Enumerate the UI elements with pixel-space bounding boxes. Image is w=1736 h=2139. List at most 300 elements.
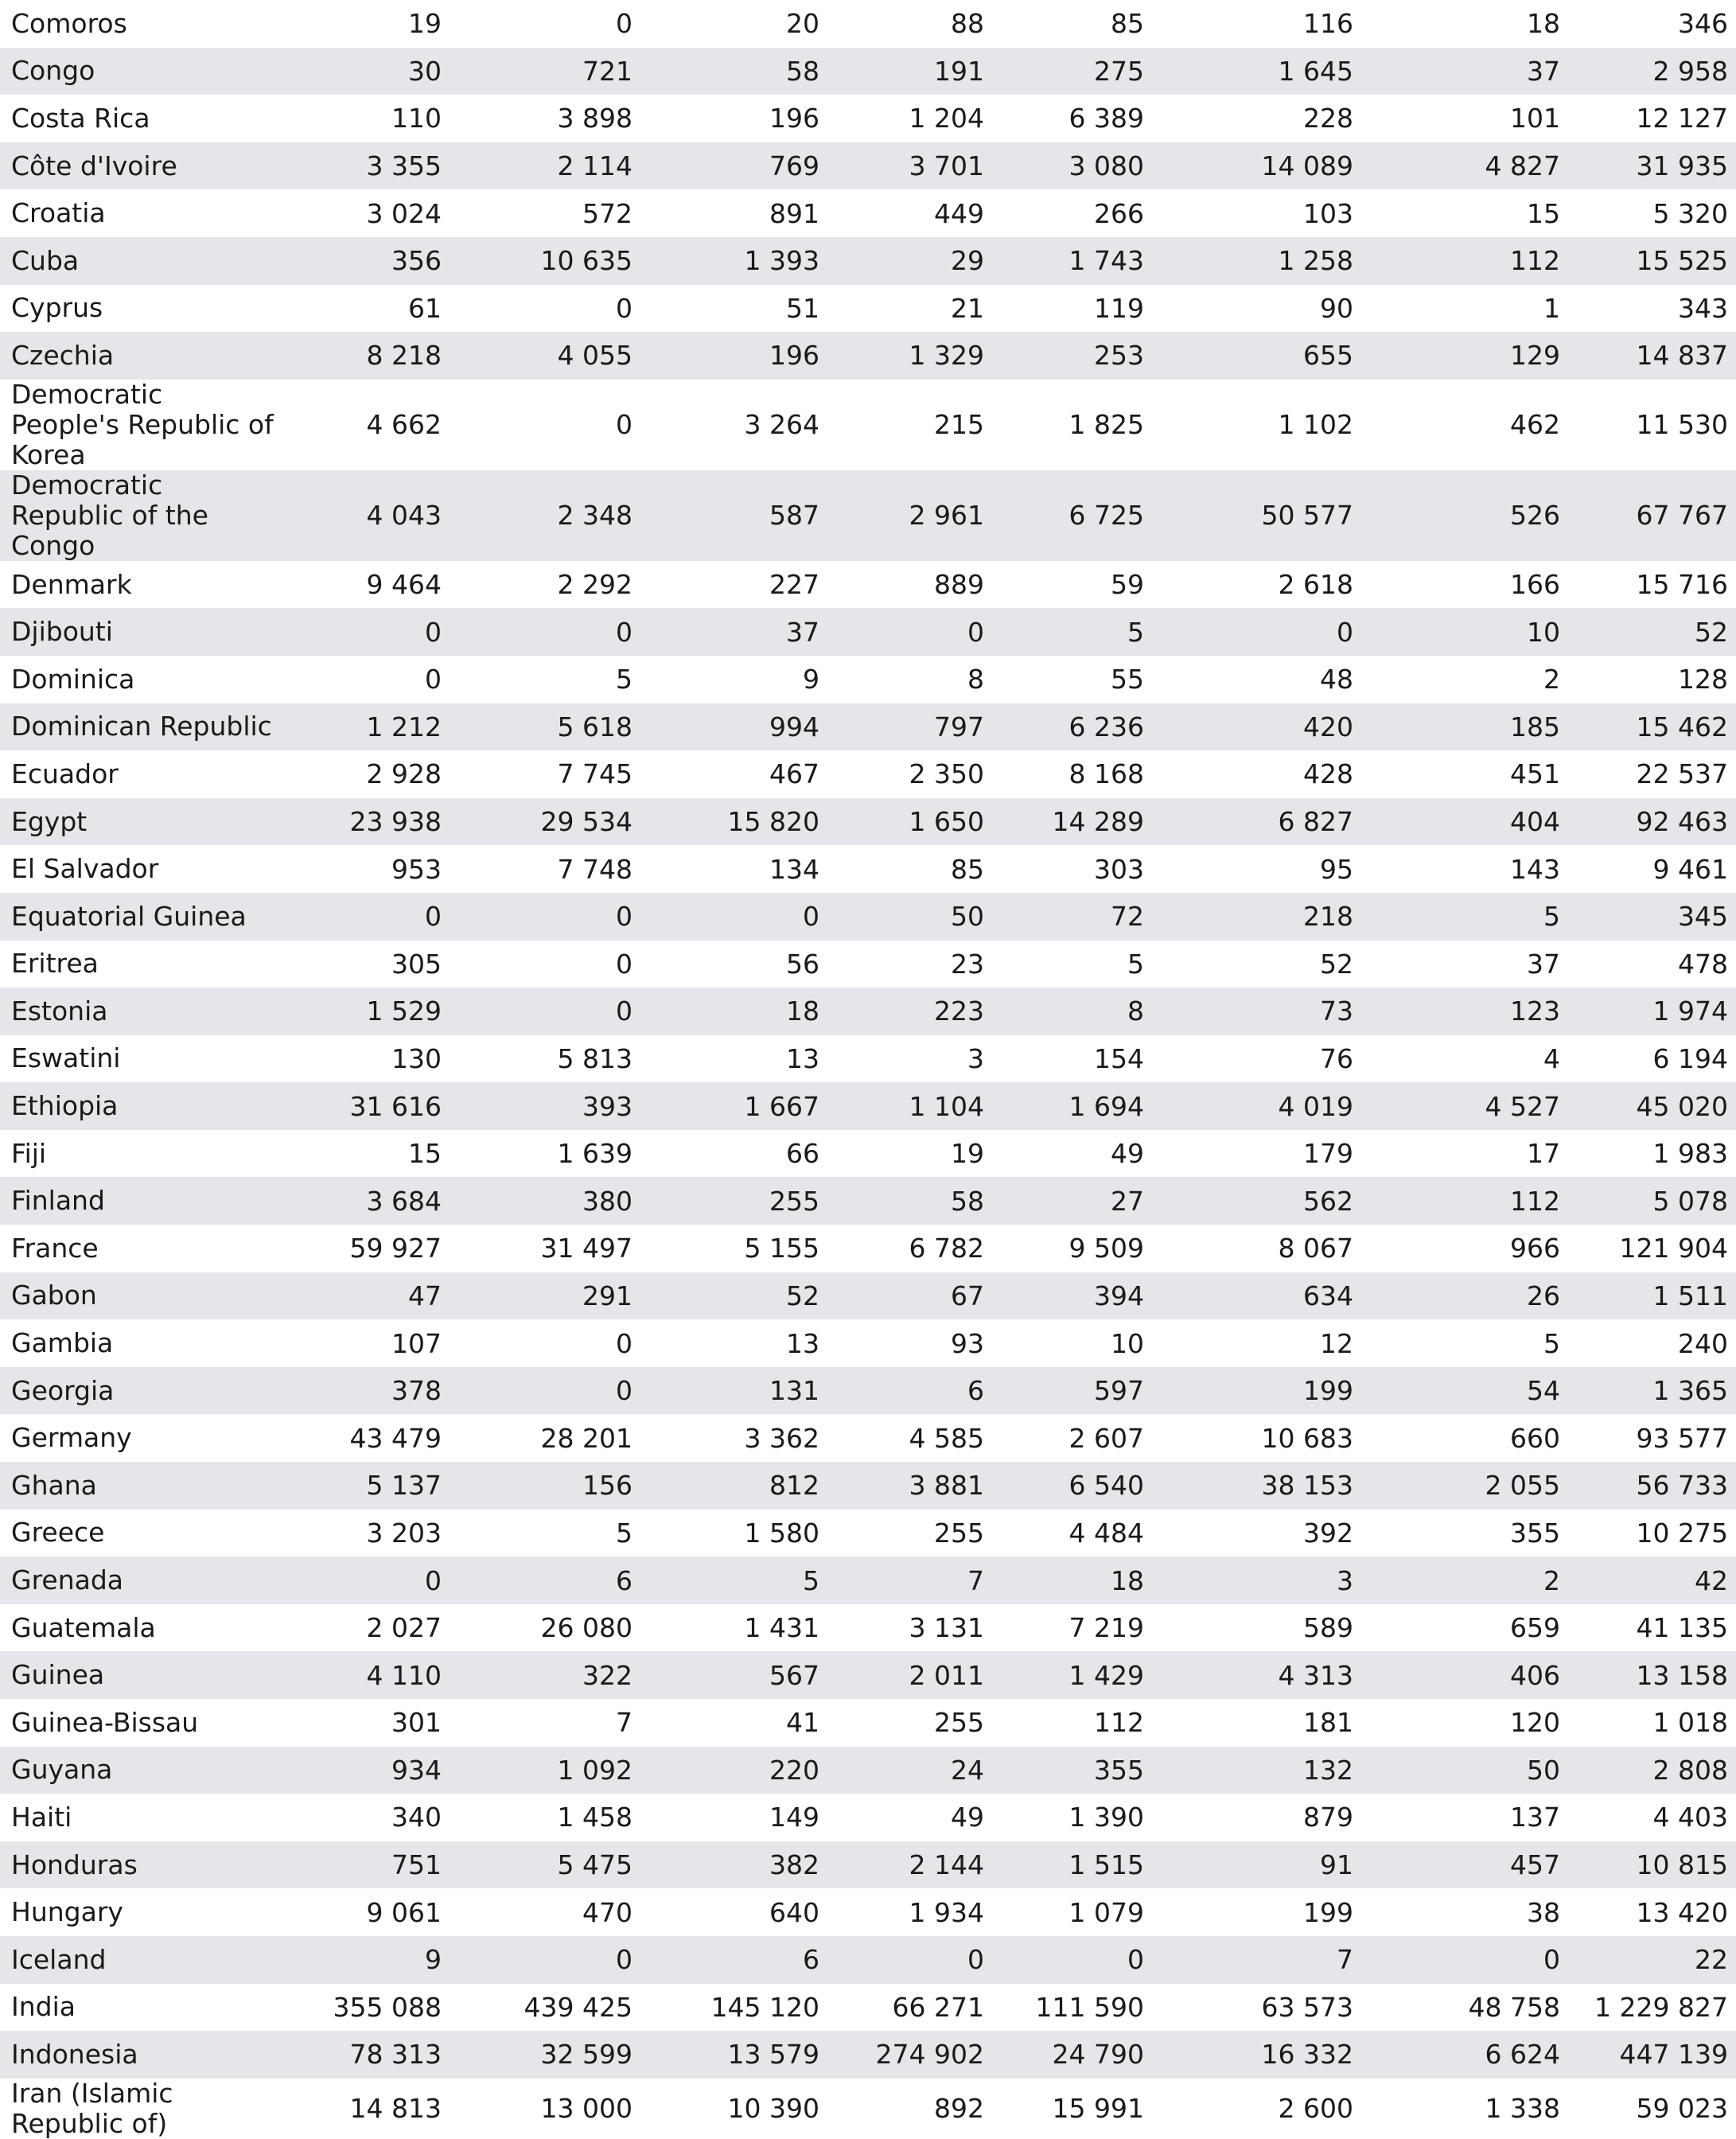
table-row [0, 845, 1736, 893]
value-cell: 5 [1361, 893, 1568, 941]
country-name-cell: Grenada [0, 1557, 274, 1604]
country-name-cell: Estonia [0, 988, 274, 1035]
value-cell: 103 [1303, 197, 1353, 229]
value-cell: 567 [640, 1651, 827, 1699]
value-cell: 640 [769, 1896, 819, 1928]
table-row [0, 798, 1736, 846]
value-cell: 291 [450, 1272, 640, 1320]
value-cell: 8 [992, 988, 1152, 1035]
table-row [0, 1557, 1736, 1604]
value-cell: 48 [1320, 664, 1353, 695]
value-cell: 1 825 [1068, 409, 1144, 441]
total-cell: 128 [1678, 664, 1728, 695]
table-row [0, 95, 1736, 142]
value-cell: 3 684 [274, 1177, 450, 1225]
value-cell: 9 061 [366, 1896, 442, 1928]
total-cell: 2 808 [1568, 1747, 1736, 1794]
value-cell: 19 [408, 8, 442, 40]
value-cell: 27 [992, 1177, 1152, 1225]
value-cell: 751 [274, 1841, 450, 1889]
value-cell: 301 [391, 1707, 442, 1739]
value-cell: 589 [1303, 1612, 1353, 1644]
value-cell: 5 475 [450, 1841, 640, 1889]
value-cell: 3 701 [827, 142, 992, 190]
value-cell: 30 [274, 48, 450, 95]
value-cell: 49 [951, 1802, 984, 1833]
total-cell: 52 [1568, 608, 1736, 656]
value-cell: 1 338 [1485, 2093, 1560, 2125]
value-cell: 382 [640, 1841, 827, 1889]
value-cell: 1 515 [992, 1841, 1152, 1889]
value-cell: 10 390 [727, 2093, 819, 2125]
value-cell: 655 [1152, 332, 1361, 380]
value-cell: 8 [967, 664, 984, 695]
value-cell: 6 [640, 1936, 827, 1984]
value-cell: 2 027 [366, 1612, 442, 1644]
value-cell: 2 600 [1278, 2093, 1353, 2125]
value-cell: 4 662 [366, 409, 442, 441]
value-cell: 439 425 [524, 1991, 633, 2023]
value-cell: 2 [1361, 1557, 1568, 1604]
table-row [0, 1225, 1736, 1272]
value-cell: 112 [1361, 237, 1568, 285]
value-cell: 0 [450, 893, 640, 941]
value-cell: 90 [1320, 292, 1353, 324]
value-cell: 253 [992, 332, 1152, 380]
value-cell: 0 [450, 988, 640, 1035]
value-cell: 953 [391, 853, 442, 885]
value-cell: 29 534 [450, 798, 640, 846]
value-cell: 6 [827, 1367, 992, 1415]
value-cell: 12 [1320, 1327, 1353, 1359]
value-cell: 3 024 [366, 197, 442, 229]
value-cell: 191 [827, 48, 992, 95]
value-cell: 6 725 [992, 470, 1152, 561]
value-cell: 7 [616, 1707, 633, 1739]
country-name-cell: France [11, 1232, 99, 1264]
country-name-cell: Fiji [11, 1137, 47, 1169]
value-cell: 3 881 [827, 1462, 992, 1510]
table-row [0, 1699, 1736, 1747]
value-cell: 54 [1361, 1367, 1568, 1415]
table-row [0, 1272, 1736, 1320]
value-cell: 31 497 [540, 1233, 633, 1264]
total-cell: 12 127 [1636, 103, 1728, 134]
value-cell: 1 645 [1152, 48, 1361, 95]
value-cell: 404 [1361, 798, 1568, 846]
value-cell: 88 [951, 8, 984, 40]
value-cell: 3 [1152, 1557, 1361, 1604]
value-cell: 199 [1152, 1367, 1361, 1415]
value-cell: 634 [1152, 1272, 1361, 1320]
value-cell: 1 204 [909, 103, 984, 134]
value-cell: 18 [1527, 8, 1560, 40]
value-cell: 37 [1361, 48, 1568, 95]
value-cell: 660 [1510, 1422, 1560, 1454]
value-cell: 85 [1111, 8, 1144, 40]
value-cell: 119 [1094, 292, 1144, 324]
country-name-cell: Czechia [0, 332, 274, 380]
value-cell: 2 011 [827, 1651, 992, 1699]
value-cell: 10 [1111, 1327, 1144, 1359]
value-cell: 132 [1152, 1747, 1361, 1794]
table-row [0, 656, 1736, 703]
value-cell: 10 683 [1261, 1422, 1353, 1454]
table-row [0, 941, 1736, 988]
value-cell: 24 790 [992, 2031, 1152, 2079]
country-name-cell: Haiti [11, 1801, 72, 1833]
value-cell: 0 [274, 1557, 450, 1604]
value-cell: 5 [1127, 948, 1144, 980]
value-cell: 5 813 [557, 1042, 633, 1074]
total-cell: 5 320 [1652, 197, 1728, 229]
table-row [0, 608, 1736, 656]
table-row [0, 380, 1736, 470]
value-cell: 355 [1510, 1517, 1560, 1549]
value-cell: 28 201 [540, 1422, 633, 1454]
value-cell: 4 585 [909, 1422, 984, 1454]
value-cell: 7 745 [557, 758, 633, 790]
table-row [0, 1367, 1736, 1415]
value-cell: 55 [1111, 664, 1144, 695]
value-cell: 587 [640, 470, 827, 561]
value-cell: 406 [1361, 1651, 1568, 1699]
value-cell: 72 [992, 893, 1152, 941]
value-cell: 2 928 [366, 758, 442, 790]
value-cell: 18 [992, 1557, 1152, 1604]
value-cell: 274 902 [827, 2031, 992, 2079]
total-cell: 42 [1568, 1557, 1736, 1604]
value-cell: 61 [408, 292, 442, 324]
value-cell: 797 [827, 703, 992, 751]
value-cell: 994 [640, 703, 827, 751]
total-cell: 14 837 [1568, 332, 1736, 380]
total-cell: 22 [1568, 1936, 1736, 1984]
value-cell: 1 458 [557, 1802, 633, 1833]
value-cell: 49 [1111, 1138, 1144, 1170]
total-cell: 10 815 [1568, 1841, 1736, 1889]
table-row [0, 1888, 1736, 1936]
value-cell: 73 [1152, 988, 1361, 1035]
value-cell: 8 218 [274, 332, 450, 380]
value-cell: 50 [1361, 1747, 1568, 1794]
value-cell: 110 [391, 103, 442, 134]
value-cell: 59 [1111, 569, 1144, 601]
value-cell: 1 743 [992, 237, 1152, 285]
total-cell: 345 [1568, 893, 1736, 941]
value-cell: 393 [450, 1082, 640, 1130]
value-cell: 1 102 [1278, 409, 1353, 441]
value-cell: 15 820 [640, 798, 827, 846]
value-cell: 41 [786, 1707, 819, 1739]
country-name-cell: Democratic Republic of the Congo [0, 470, 274, 561]
value-cell: 2 144 [827, 1841, 992, 1889]
country-name-cell: Guatemala [11, 1611, 156, 1643]
value-cell: 93 [951, 1327, 984, 1359]
value-cell: 149 [769, 1802, 819, 1833]
value-cell: 526 [1361, 470, 1568, 561]
value-cell: 1 580 [744, 1517, 819, 1549]
value-cell: 63 573 [1261, 1991, 1353, 2023]
value-cell: 457 [1361, 1841, 1568, 1889]
value-cell: 562 [1152, 1177, 1361, 1225]
value-cell: 449 [934, 197, 984, 229]
value-cell: 305 [391, 948, 442, 980]
value-cell: 1 104 [827, 1082, 992, 1130]
value-cell: 0 [1152, 608, 1361, 656]
table-row [0, 1747, 1736, 1794]
value-cell: 15 [1527, 197, 1560, 229]
total-cell: 1 511 [1568, 1272, 1736, 1320]
value-cell: 1 258 [1152, 237, 1361, 285]
value-cell: 0 [1361, 1936, 1568, 1984]
country-name-cell: Côte d'Ivoire [0, 142, 274, 190]
value-cell: 20 [786, 8, 819, 40]
value-cell: 2 [1543, 664, 1560, 695]
value-cell: 123 [1361, 988, 1568, 1035]
value-cell: 1 934 [909, 1896, 984, 1928]
value-cell: 24 [827, 1747, 992, 1794]
value-cell: 6 389 [1068, 103, 1144, 134]
value-cell: 3 131 [909, 1612, 984, 1644]
total-cell: 31 935 [1568, 142, 1736, 190]
value-cell: 166 [1510, 569, 1560, 601]
value-cell: 156 [450, 1462, 640, 1510]
value-cell: 1 650 [827, 798, 992, 846]
country-name-cell: Germany [11, 1422, 132, 1454]
value-cell: 420 [1152, 703, 1361, 751]
country-name-cell: Guinea [0, 1651, 274, 1699]
country-name-cell: Congo [0, 48, 274, 95]
total-cell: 5 078 [1568, 1177, 1736, 1225]
value-cell: 0 [616, 1327, 633, 1359]
value-cell: 131 [640, 1367, 827, 1415]
country-name-cell: Cuba [0, 237, 274, 285]
value-cell: 451 [1510, 758, 1560, 790]
value-cell: 51 [786, 292, 819, 324]
country-name-cell: Hungary [11, 1896, 123, 1928]
value-cell: 0 [450, 1936, 640, 1984]
value-cell: 37 [640, 608, 827, 656]
table-row [0, 1936, 1736, 1984]
value-cell: 38 [1527, 1896, 1560, 1928]
value-cell: 322 [450, 1651, 640, 1699]
value-cell: 3 355 [274, 142, 450, 190]
value-cell: 0 [616, 8, 633, 40]
value-cell: 2 055 [1361, 1462, 1568, 1510]
value-cell: 889 [934, 569, 984, 601]
country-name-cell: Iceland [0, 1936, 274, 1984]
total-cell: 1 974 [1568, 988, 1736, 1035]
value-cell: 4 527 [1361, 1082, 1568, 1130]
value-cell: 7 748 [557, 853, 633, 885]
value-cell: 179 [1303, 1138, 1353, 1170]
value-cell: 56 [786, 948, 819, 980]
value-cell: 462 [1510, 409, 1560, 441]
value-cell: 5 155 [744, 1233, 819, 1264]
value-cell: 1 667 [640, 1082, 827, 1130]
value-cell: 303 [1094, 853, 1144, 885]
value-cell: 659 [1510, 1612, 1560, 1644]
country-name-cell: Finland [0, 1177, 274, 1225]
country-name-cell: Cyprus [11, 292, 103, 324]
value-cell: 6 782 [909, 1233, 984, 1264]
value-cell: 378 [274, 1367, 450, 1415]
value-cell: 340 [391, 1802, 442, 1833]
value-cell: 19 [951, 1138, 984, 1170]
value-cell: 5 [1543, 1327, 1560, 1359]
value-cell: 8 067 [1278, 1233, 1353, 1264]
country-name-cell: Indonesia [0, 2031, 274, 2079]
value-cell: 275 [992, 48, 1152, 95]
country-name-cell: Dominican Republic [0, 703, 274, 751]
value-cell: 4 [1543, 1042, 1560, 1074]
country-name-cell: India [11, 1991, 76, 2023]
value-cell: 181 [1303, 1707, 1353, 1739]
value-cell: 137 [1510, 1802, 1560, 1833]
value-cell: 4 043 [274, 470, 450, 561]
country-name-cell: Equatorial Guinea [0, 893, 274, 941]
value-cell: 0 [992, 1936, 1152, 1984]
value-cell: 120 [1510, 1707, 1560, 1739]
value-cell: 17 [1527, 1138, 1560, 1170]
value-cell: 1 429 [992, 1651, 1152, 1699]
total-cell: 1 365 [1568, 1367, 1736, 1415]
value-cell: 0 [640, 893, 827, 941]
table-row [0, 470, 1736, 561]
value-cell: 2 618 [1278, 569, 1353, 601]
table-row [0, 2031, 1736, 2079]
value-cell: 58 [640, 48, 827, 95]
value-cell: 721 [450, 48, 640, 95]
value-cell: 223 [827, 988, 992, 1035]
value-cell: 5 618 [450, 703, 640, 751]
country-name-cell: Costa Rica [11, 102, 150, 134]
value-cell: 4 110 [274, 1651, 450, 1699]
country-name-cell: Eritrea [11, 948, 99, 980]
value-cell: 0 [450, 1367, 640, 1415]
table-row [0, 2079, 1736, 2139]
value-cell: 2 292 [557, 569, 633, 601]
value-cell: 38 153 [1152, 1462, 1361, 1510]
value-cell: 3 898 [557, 103, 633, 134]
value-cell: 355 088 [333, 1991, 442, 2023]
value-cell: 892 [934, 2093, 984, 2125]
value-cell: 255 [640, 1177, 827, 1225]
table-row [0, 1794, 1736, 1841]
value-cell: 812 [640, 1462, 827, 1510]
total-cell: 1 018 [1652, 1707, 1728, 1739]
table-row [0, 1082, 1736, 1130]
value-cell: 467 [769, 758, 819, 790]
table-row [0, 1651, 1736, 1699]
value-cell: 3 362 [744, 1422, 819, 1454]
value-cell: 5 137 [274, 1462, 450, 1510]
value-cell: 1 212 [274, 703, 450, 751]
value-cell: 13 [786, 1042, 819, 1074]
value-cell: 394 [992, 1272, 1152, 1320]
table-row [0, 1841, 1736, 1889]
value-cell: 66 [786, 1138, 819, 1170]
value-cell: 9 464 [366, 569, 442, 601]
value-cell: 2 961 [827, 470, 992, 561]
value-cell: 4 484 [1068, 1517, 1144, 1549]
table-row [0, 1319, 1736, 1367]
country-name-cell: Ghana [0, 1462, 274, 1510]
table-row [0, 189, 1736, 237]
value-cell: 0 [425, 664, 442, 695]
value-cell: 1 694 [992, 1082, 1152, 1130]
value-cell: 1 092 [450, 1747, 640, 1794]
table-row [0, 142, 1736, 190]
value-cell: 16 332 [1152, 2031, 1361, 2079]
value-cell: 2 607 [1068, 1422, 1144, 1454]
value-cell: 9 [803, 664, 819, 695]
value-cell: 3 080 [992, 142, 1152, 190]
value-cell: 966 [1510, 1233, 1560, 1264]
value-cell: 13 579 [640, 2031, 827, 2079]
value-cell: 1 639 [557, 1138, 633, 1170]
value-cell: 6 624 [1361, 2031, 1568, 2079]
value-cell: 380 [450, 1177, 640, 1225]
country-name-cell: Ethiopia [0, 1082, 274, 1130]
country-name-cell: Iran (Islamic Republic of) [11, 2078, 173, 2139]
value-cell: 112 [1361, 1177, 1568, 1225]
value-cell: 228 [1303, 103, 1353, 134]
value-cell: 76 [1320, 1042, 1353, 1074]
country-name-cell: Egypt [0, 798, 274, 846]
value-cell: 0 [274, 893, 450, 941]
table-row [0, 1984, 1736, 2032]
total-cell: 10 275 [1636, 1517, 1728, 1549]
value-cell: 255 [934, 1517, 984, 1549]
value-cell: 134 [769, 853, 819, 885]
value-cell: 3 [967, 1042, 984, 1074]
value-cell: 597 [992, 1367, 1152, 1415]
value-cell: 218 [1152, 893, 1361, 941]
total-cell: 1 229 827 [1594, 1991, 1728, 2023]
value-cell: 4 827 [1361, 142, 1568, 190]
table-row [0, 1035, 1736, 1083]
value-cell: 7 [1152, 1936, 1361, 1984]
value-cell: 23 938 [274, 798, 450, 846]
table-row [0, 703, 1736, 751]
value-cell: 8 168 [1068, 758, 1144, 790]
value-cell: 7 219 [1068, 1612, 1144, 1644]
table-row [0, 561, 1736, 609]
value-cell: 91 [1152, 1841, 1361, 1889]
total-cell: 4 403 [1652, 1802, 1728, 1833]
value-cell: 9 509 [1068, 1233, 1144, 1264]
value-cell: 52 [640, 1272, 827, 1320]
value-cell: 196 [769, 103, 819, 134]
value-cell: 67 [827, 1272, 992, 1320]
total-cell: 13 158 [1568, 1651, 1736, 1699]
total-cell: 59 023 [1636, 2093, 1728, 2125]
value-cell: 116 [1303, 8, 1353, 40]
country-name-cell: Comoros [11, 7, 127, 39]
total-cell: 92 463 [1568, 798, 1736, 846]
value-cell: 227 [769, 569, 819, 601]
value-cell: 6 236 [992, 703, 1152, 751]
country-name-cell: El Salvador [11, 853, 159, 885]
value-cell: 101 [1510, 103, 1560, 134]
total-cell: 478 [1678, 948, 1728, 980]
country-name-cell: Djibouti [0, 608, 274, 656]
value-cell: 50 [827, 893, 992, 941]
total-cell: 45 020 [1568, 1082, 1736, 1130]
total-cell: 41 135 [1636, 1612, 1728, 1644]
